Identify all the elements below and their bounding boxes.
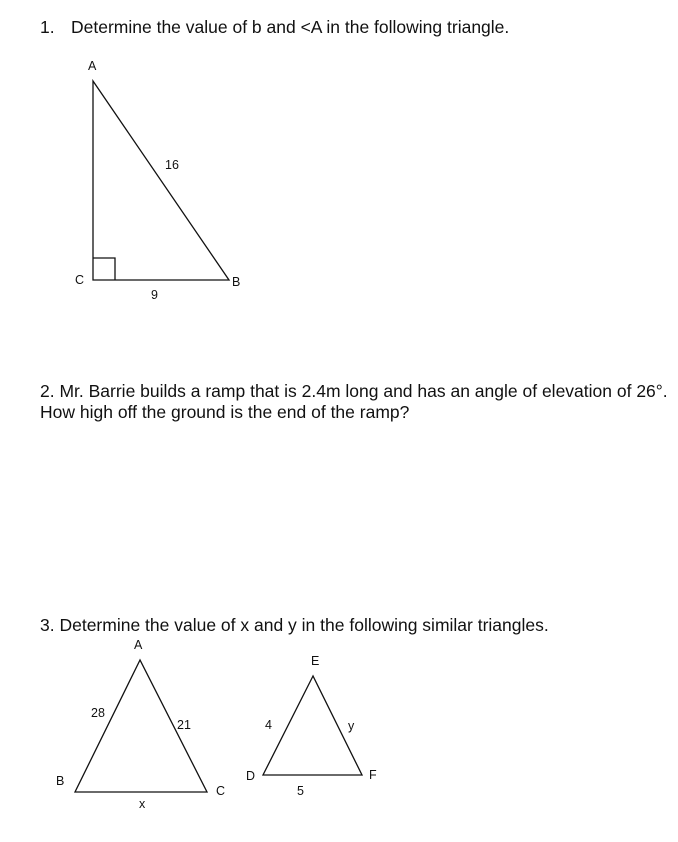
- vertex-label-d: D: [246, 769, 256, 783]
- vertex-label-a: A: [134, 638, 143, 652]
- question-1-text: Determine the value of b and <A in the following triangle.: [71, 17, 510, 37]
- side-label-ac: 21: [177, 718, 191, 732]
- vertex-label-c: C: [216, 784, 226, 798]
- side-label-ab: 28: [91, 706, 105, 720]
- vertex-label-b: B: [232, 275, 241, 289]
- vertex-label-c: C: [75, 273, 85, 287]
- vertex-label-b: B: [56, 774, 65, 788]
- side-label-ef: y: [348, 719, 355, 733]
- side-label-df: 5: [297, 784, 304, 798]
- question-3: 3. Determine the value of x and y in the following similar triangles.: [40, 615, 549, 635]
- side-label-de: 4: [265, 718, 272, 732]
- question-2: 2. Mr. Barrie builds a ramp that is 2.4m long and has an angle of elevation of 26°. How high off the ground is the end of the ramp?: [40, 381, 668, 422]
- vertex-label-e: E: [311, 654, 320, 668]
- vertex-label-a: A: [88, 59, 97, 73]
- side-label-cb: 9: [151, 288, 158, 302]
- question-1-number: 1.: [40, 17, 55, 37]
- side-label-ab: 16: [165, 158, 179, 172]
- vertex-label-f: F: [369, 768, 377, 782]
- side-label-bc: x: [139, 797, 146, 811]
